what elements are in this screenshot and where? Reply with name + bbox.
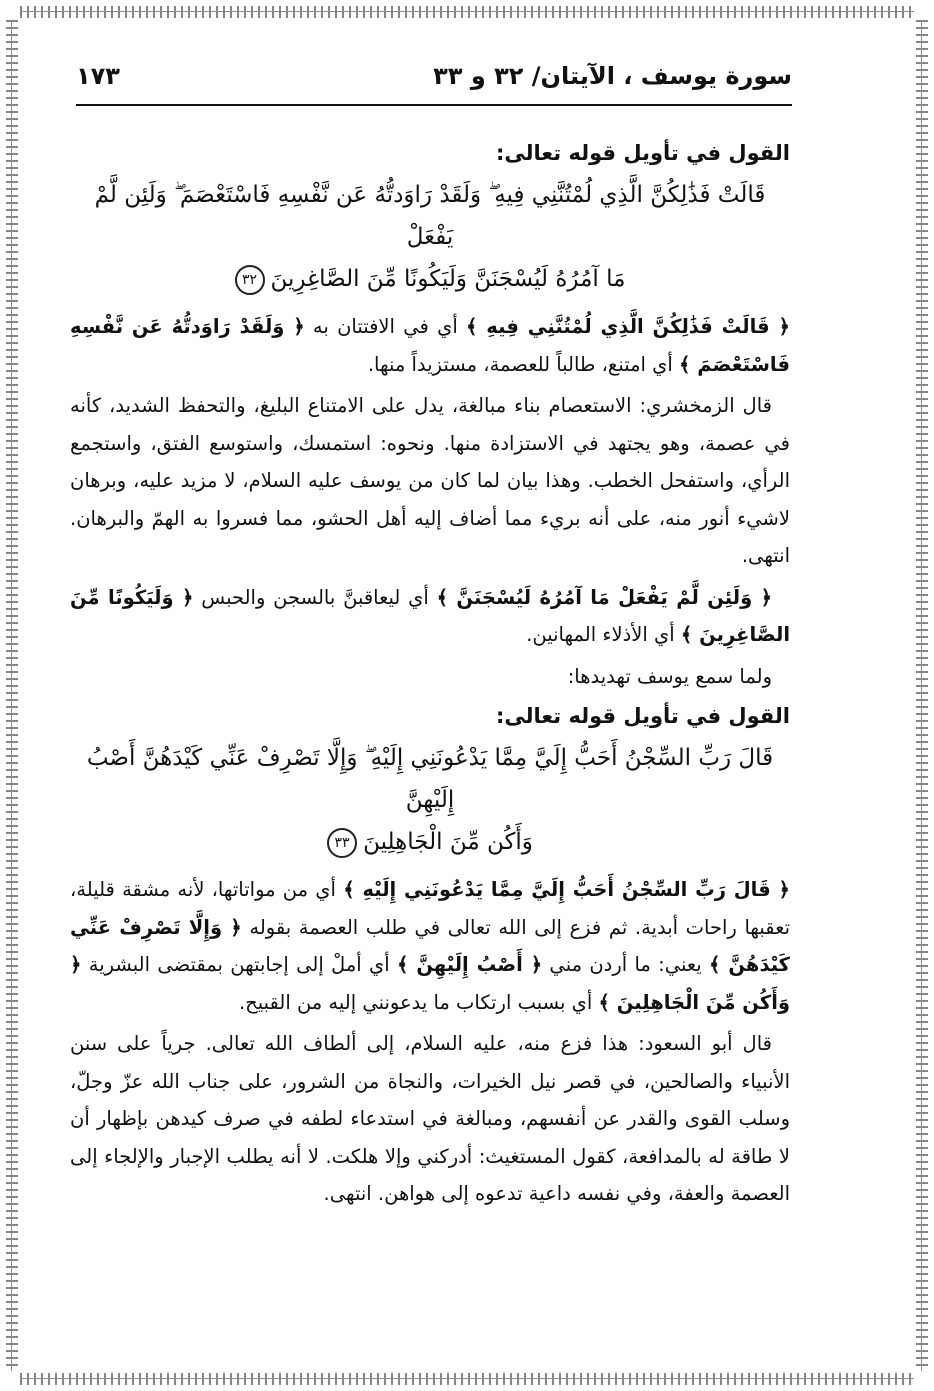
quran-verse bbox=[70, 737, 790, 863]
commentary-text: يعني: ما أردن مني bbox=[542, 953, 710, 976]
page-number: ١٧٣ bbox=[76, 62, 120, 90]
commentary-text: أي ليعاقبنَّ بالسجن والحبس bbox=[193, 585, 437, 609]
commentary-text: أي أملْ إلى إجابتهن بمقتضى البشرية bbox=[81, 953, 397, 976]
verse-quote: ﴿ وَأَكُن مِّنَ الْجَاهِلِينَ ﴾ bbox=[70, 953, 790, 1014]
commentary-text: أي في الافتتان به bbox=[304, 315, 467, 338]
commentary-text: أي امتنع، طالباً للعصمة، مستزيداً منها. bbox=[367, 352, 680, 376]
verse-line: قَالَتْ فَذَٰلِكُنَّ الَّذِي لُمْتُنَّنِي فِيهِ ۖ وَلَقَدْ رَاوَدتُّهُ عَن نَّفْسِهِ فَاسْتَعْصَمَ ۖ وَلَئِن لَّمْ يَفْعَلْ bbox=[94, 182, 766, 250]
verse-line bbox=[70, 258, 790, 300]
verse-number-badge: ٣٣ bbox=[327, 828, 357, 858]
page-body bbox=[70, 136, 790, 1217]
section-heading: القول في تأويل قوله تعالى: bbox=[496, 704, 790, 728]
commentary-paragraph: ولما سمع يوسف تهديدها: bbox=[567, 664, 772, 688]
verse-quote: ﴿ أَصْبُ إِلَيْهِنَّ ﴾ bbox=[397, 953, 543, 976]
verse-quote: ﴿ وَلَيَكُونًا مِّنَ الصَّاغِرِينَ ﴾ bbox=[70, 585, 790, 646]
verse-line-text: وَأَكُن مِّنَ الْجَاهِلِينَ bbox=[363, 829, 533, 855]
border-top bbox=[20, 6, 914, 18]
verse-quote: ﴿ وَلَقَدْ رَاوَدتُّهُ عَن نَّفْسِهِ فَاسْتَعْصَمَ ﴾ bbox=[70, 315, 790, 376]
verse-quote: ﴿ قَالَ رَبِّ السِّجْنُ أَحَبُّ إِلَيَّ مِمَّا يَدْعُونَنِي إِلَيْهِ ﴾ bbox=[343, 878, 790, 901]
verse-line-text: مَا آمُرُهُ لَيُسْجَنَنَّ وَلَيَكُونًا مِّنَ الصَّاغِرِينَ bbox=[270, 266, 626, 292]
commentary-paragraph bbox=[70, 579, 790, 654]
section-heading: القول في تأويل قوله تعالى: bbox=[496, 141, 790, 165]
header-title: سورة يوسف ، الآيتان/ ٣٢ و ٣٣ bbox=[433, 62, 792, 90]
border-left bbox=[6, 20, 18, 1371]
commentary-paragraph bbox=[70, 308, 790, 383]
commentary-text: أي من مواتاتها، لأنه مشقة قليلة، تعقبها راحات أبدية. ثم فزع إلى الله تعالى في طلب العصمة بقوله bbox=[70, 878, 790, 939]
verse-quote: ﴿ وَلَئِن لَّمْ يَفْعَلْ مَا آمُرُهُ لَيُسْجَنَنَّ ﴾ bbox=[436, 585, 772, 609]
verse-line: قَالَ رَبِّ السِّجْنُ أَحَبُّ إِلَيَّ مِمَّا يَدْعُونَنِي إِلَيْهِ ۖ وَإِلَّا تَصْرِفْ عَنِّي كَيْدَهُنَّ أَصْبُ إِلَيْهِنَّ bbox=[86, 745, 774, 813]
quran-verse bbox=[70, 174, 790, 300]
commentary-text: أي الأذلاء المهانين. bbox=[526, 623, 681, 646]
running-header bbox=[76, 62, 792, 98]
commentary-paragraph: قال الزمخشري: الاستعصام بناء مبالغة، يدل على الامتناع البليغ، والتحفظ الشديد، كأنه في عصمة، وهو يجتهد في الاستزادة منها. ونحوه: استمسك، واستوسع الفتق، واستجمع الرأي، واستفحل الخطب. وهذا بيان لما كان من يوسف عليه السلام، لا مزيد عليه، وبرهان لاشيء أنور منه، على أنه بريء مما أضاف إليه أهل الحشو، مما فسروا به الهمّ والبرهان. انتهى. bbox=[70, 394, 790, 567]
border-bottom bbox=[20, 1373, 914, 1385]
commentary-text: أي بسبب ارتكاب ما يدعونني إليه من القبيح. bbox=[238, 990, 599, 1014]
commentary-paragraph bbox=[70, 871, 790, 1021]
commentary-paragraph: قال أبو السعود: هذا فزع منه، عليه السلام، إلى ألطاف الله تعالى. جرياً على سنن الأنبياء والصالحين، في قصر نيل الخيرات، والنجاة من الشرور، على جناب الله عزّ وجلّ، وسلب القوى والقدر عن أنفسهم، ومبالغة في استدعاء لطفه في صرف كيدهن بإظهار أن لا طاقة له بالمدافعة، كقول المستغيث: أدركني وإلا هلكت. لا أنه يطلب الإجبار والإلجاء إلى العصمة والعفة، وفي نفسه داعية تدعوه إلى هواهن. انتهى. bbox=[70, 1032, 790, 1205]
header-rule bbox=[76, 104, 792, 106]
border-right bbox=[916, 20, 928, 1371]
verse-number-badge: ٣٢ bbox=[235, 265, 265, 295]
verse-quote: ﴿ وَإِلَّا تَصْرِفْ عَنِّي كَيْدَهُنَّ ﴾ bbox=[70, 915, 791, 976]
verse-line bbox=[70, 821, 790, 863]
verse-quote: ﴿ قَالَتْ فَذَٰلِكُنَّ الَّذِي لُمْتُنَّنِي فِيهِ ﴾ bbox=[466, 315, 790, 338]
